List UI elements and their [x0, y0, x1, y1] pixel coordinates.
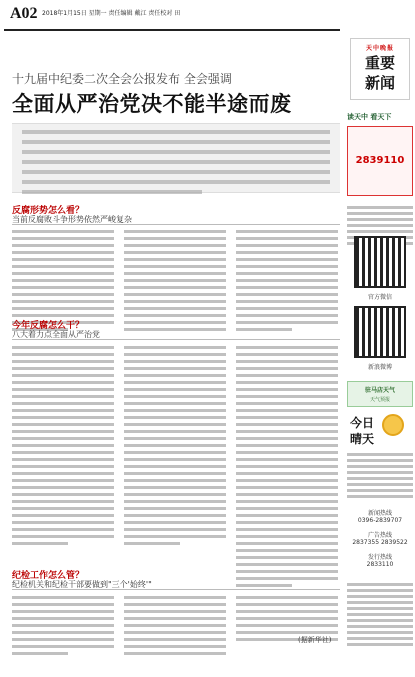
section-rule-3	[12, 589, 340, 590]
section-subtitle-2: 八大着力点全面从严治党	[12, 330, 100, 339]
lead-paragraph	[12, 123, 340, 193]
section-title-1: 反腐形势怎么看？	[12, 206, 85, 216]
section-title-3: 纪检工作怎么管？	[12, 571, 85, 581]
promo-ad	[347, 126, 413, 196]
weibo-qr-code	[354, 306, 406, 358]
article-headline: 全面从严治党决不能半途而废	[12, 92, 292, 116]
section-masthead	[350, 38, 410, 100]
contact-label: 广告热线	[367, 532, 392, 539]
sun-icon	[382, 414, 404, 436]
weather-day: 今日	[350, 416, 375, 430]
sidebar-title: 读天中 看天下	[347, 113, 392, 121]
contact-number: 0396-2839707	[357, 517, 403, 524]
page-number: A02	[10, 5, 38, 22]
contact-label: 新闻热线	[367, 510, 392, 517]
masthead-label-1: 重要	[364, 54, 395, 72]
text-column	[124, 342, 226, 545]
section-subtitle-1: 当前反腐败斗争形势依然严峻复杂	[12, 215, 132, 224]
weather-condition: 晴天	[350, 432, 375, 446]
masthead-label-2: 新闻	[364, 74, 395, 92]
sidebar-footer-text	[347, 580, 413, 646]
weather-banner	[347, 381, 413, 407]
text-column	[12, 592, 114, 655]
section-rule-1	[12, 224, 340, 225]
text-column	[12, 226, 114, 331]
text-column	[236, 226, 338, 331]
section-title-2: 今年反腐怎么干？	[12, 321, 85, 331]
text-column	[124, 226, 226, 331]
section-subtitle-3: 纪检机关和纪检干部要做到"三个'始终'"	[12, 580, 152, 589]
article-signoff: (据新华社)	[298, 636, 332, 644]
issue-info: 2018年1月15日 星期一 责任编辑 戴江 责任校对 田	[42, 10, 181, 17]
contact-number: 2833110	[366, 561, 394, 568]
text-column	[236, 342, 338, 587]
text-column	[236, 592, 338, 641]
weather-title: 驻马店天气	[364, 387, 395, 394]
contact-label: 发行热线	[367, 554, 392, 561]
weather-subtitle: 天气预报	[369, 397, 390, 403]
qr-label-weibo: 新浪微博	[367, 364, 392, 371]
contact-number: 2837355 2839522	[352, 539, 408, 546]
qr-label-wechat: 官方微信	[367, 294, 392, 301]
wechat-qr-code	[354, 236, 406, 288]
promo-number: 2839110	[355, 155, 405, 166]
text-column	[12, 342, 114, 545]
header-rule	[4, 29, 340, 31]
weather-details	[347, 450, 413, 498]
section-rule-2	[12, 339, 340, 340]
masthead-brand: 天中晚报	[365, 45, 394, 52]
text-column	[124, 592, 226, 655]
article-kicker: 十九届中纪委二次全会公报发布 全会强调	[12, 72, 232, 86]
